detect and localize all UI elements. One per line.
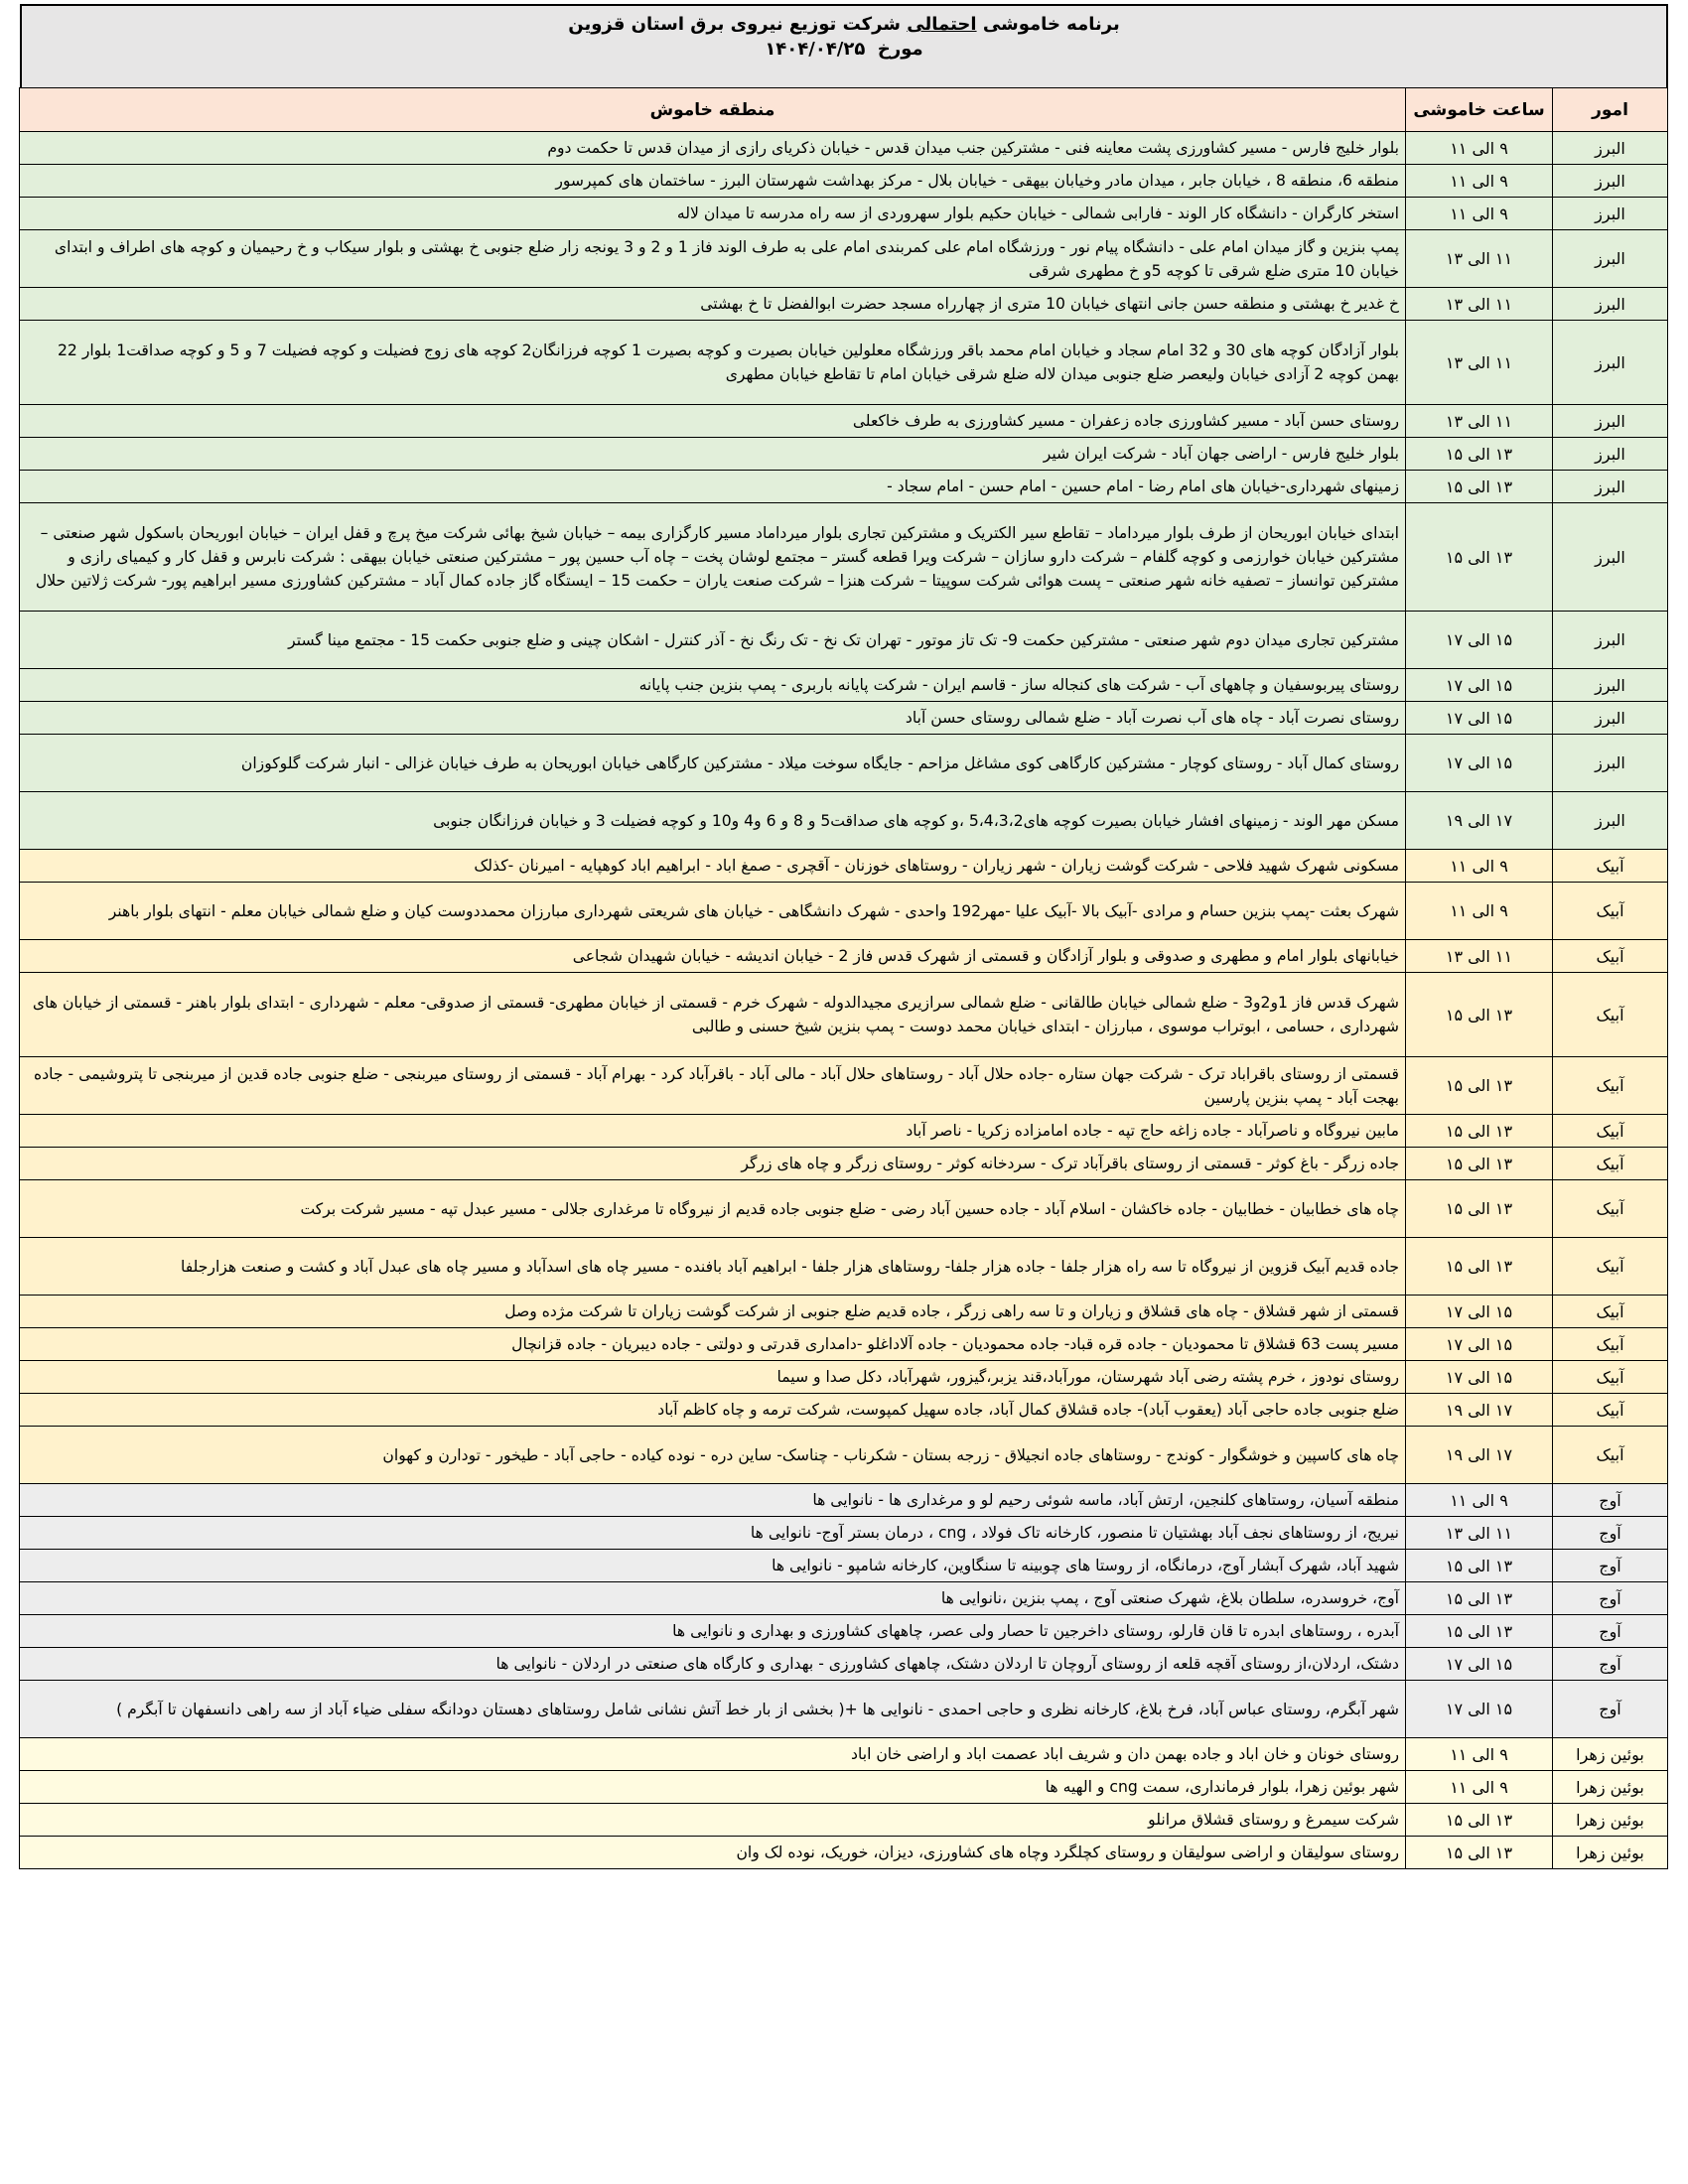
area-cell: مسکن مهر الوند - زمینهای افشار خیابان بصیرت کوچه های5،4،3،2 ،و کوچه های صداقت5 و 8 و 6 و4 و10 و کوچه فضیلت 3 و خیابان فرزانگان جنوبی: [20, 792, 1406, 850]
date-label: مورخ: [877, 39, 923, 60]
time-cell: ۱۳ الی ۱۵: [1406, 973, 1553, 1057]
area-cell: مسکونی شهرک شهید فلاحی - شرکت گوشت زیاران - شهر زیاران - روستاهای خوزنان - آقچری - صمغ اباد - ابراهیم اباد کوهپایه - امیرنان -کذلک: [20, 850, 1406, 883]
column-header-area: منطقه خاموش: [20, 88, 1406, 132]
time-cell: ۱۳ الی ۱۵: [1406, 503, 1553, 612]
table-row: [20, 438, 1668, 471]
title-emphasis: احتمالی: [907, 14, 977, 35]
area-cell: روستای نصرت آباد - چاه های آب نصرت آباد - ضلع شمالی روستای حسن آباد: [20, 702, 1406, 735]
table-row: [20, 321, 1668, 405]
area-cell: بلوار خلیج فارس - اراضی جهان آباد - شرکت ایران شیر: [20, 438, 1406, 471]
table-row: [20, 1238, 1668, 1296]
dept-cell: آوج: [1553, 1582, 1668, 1615]
dept-cell: آبیک: [1553, 1148, 1668, 1180]
time-cell: ۱۵ الی ۱۷: [1406, 1296, 1553, 1328]
table-row: [20, 503, 1668, 612]
area-cell: روستای پیربوسفیان و چاههای آب - شرکت های کنجاله ساز - قاسم ایران - شرکت پایانه باربری - پمپ بنزین جنب پایانه: [20, 669, 1406, 702]
table-row: [20, 1615, 1668, 1648]
dept-cell: آبیک: [1553, 1238, 1668, 1296]
dept-cell: البرز: [1553, 503, 1668, 612]
dept-cell: آوج: [1553, 1550, 1668, 1582]
time-cell: ۹ الی ۱۱: [1406, 165, 1553, 198]
time-cell: ۱۳ الی ۱۵: [1406, 1837, 1553, 1869]
time-cell: ۱۱ الی ۱۳: [1406, 321, 1553, 405]
column-header-time: ساعت خاموشی: [1406, 88, 1553, 132]
area-cell: مابین نیروگاه و ناصرآباد - جاده زاغه حاج تپه - جاده امامزاده زکریا - ناصر آباد: [20, 1115, 1406, 1148]
table-row: [20, 883, 1668, 940]
area-cell: ابتدای خیابان ابوریحان از طرف بلوار میرداماد – تقاطع سیر الکتریک و مشترکین تجاری بلوار میرداماد مسیر کارگزاری بیمه – خیابان شیخ بهائی شرکت میخ پرچ و قفل ایران – خیابان ابوریحان باسکول شهر صنعتی – مشترکین خیابان خوارزمی و کوچه گلفام – شرکت دارو سازان – شرکت ویرا قطعه گستر – مجتمع لوشان پخت – چاه آب حسین پور – مشترکین صنعتی خیابان بیهقی : شرکت نابرس و قفل کار و کیمیای رازی و مشترکین توانساز – تصفیه خانه شهر صنعتی – پست هوائی شرکت سوپیتا – شرکت هنزا – شرکت صنعت یاران – حکمت 15 – ایستگاه گاز جاده کمال آباد – مشترکین کشاورزی مسیر ابراهیم پور- شرکت ژلاتین حلال: [20, 503, 1406, 612]
dept-cell: بوئین زهرا: [1553, 1837, 1668, 1869]
time-cell: ۱۵ الی ۱۷: [1406, 669, 1553, 702]
dept-cell: البرز: [1553, 612, 1668, 669]
dept-cell: البرز: [1553, 230, 1668, 288]
time-cell: ۹ الی ۱۱: [1406, 132, 1553, 165]
table-row: [20, 405, 1668, 438]
time-cell: ۱۵ الی ۱۷: [1406, 1648, 1553, 1681]
area-cell: آوج، خروسدره، سلطان بلاغ، شهرک صنعتی آوج ، پمپ بنزین ،نانوایی ها: [20, 1582, 1406, 1615]
area-cell: زمینهای شهرداری-خیابان های امام رضا - امام حسین - امام حسن - امام سجاد -: [20, 471, 1406, 503]
outage-table: [19, 87, 1668, 1869]
table-row: [20, 1484, 1668, 1517]
area-cell: شهر بوئین زهرا، بلوار فرمانداری، سمت cng و الهیه ها: [20, 1771, 1406, 1804]
time-cell: ۱۳ الی ۱۵: [1406, 1238, 1553, 1296]
table-row: [20, 1427, 1668, 1484]
table-row: [20, 1361, 1668, 1394]
table-row: [20, 1517, 1668, 1550]
area-cell: منطقه 6، منطقه 8 ، خیابان جابر ، میدان مادر وخیابان بیهقی - خیابان بلال - مرکز بهداشت شهرستان البرز - ساختمان های کمپرسور: [20, 165, 1406, 198]
table-row: [20, 1771, 1668, 1804]
dept-cell: البرز: [1553, 132, 1668, 165]
area-cell: چاه های خطابیان - خطابیان - جاده خاکشان - اسلام آباد - جاده حسین آباد رضی - ضلع جنوبی جاده قدیم از نیروگاه تا مرغداری جلالی - مسیر عبدل تپه - مسیر شرکت برکت: [20, 1180, 1406, 1238]
time-cell: ۱۳ الی ۱۵: [1406, 1615, 1553, 1648]
area-cell: شهید آباد، شهرک آبشار آوج، درمانگاه، از روستا های چوبینه تا سنگاوین، کارخانه شامپو - نانوایی ها: [20, 1550, 1406, 1582]
table-row: [20, 230, 1668, 288]
table-row: [20, 1328, 1668, 1361]
dept-cell: آبیک: [1553, 883, 1668, 940]
area-cell: شهر آبگرم، روستای عباس آباد، فرخ بلاغ، کارخانه نظری و حاجی احمدی - نانوایی ها +( بخشی از بار خط آتش نشانی شامل روستاهای دهستان دودانگه سفلی ضیاء آباد از سه راهی دانسفهان تا آبگرم ): [20, 1681, 1406, 1738]
table-row: [20, 132, 1668, 165]
time-cell: ۱۳ الی ۱۵: [1406, 471, 1553, 503]
dept-cell: آوج: [1553, 1648, 1668, 1681]
time-cell: ۱۱ الی ۱۳: [1406, 288, 1553, 321]
time-cell: ۱۱ الی ۱۳: [1406, 405, 1553, 438]
dept-cell: البرز: [1553, 198, 1668, 230]
dept-cell: البرز: [1553, 669, 1668, 702]
table-row: [20, 1837, 1668, 1869]
table-row: [20, 792, 1668, 850]
area-cell: بلوار خلیج فارس - مسیر کشاورزی پشت معاینه فنی - مشترکین جنب میدان قدس - خیابان ذکریای رازی از میدان قدس تا حکمت دوم: [20, 132, 1406, 165]
date-value: ۱۴۰۴/۰۴/۲۵: [765, 39, 866, 60]
dept-cell: آبیک: [1553, 1296, 1668, 1328]
table-row: [20, 1550, 1668, 1582]
area-cell: پمپ بنزین و گاز میدان امام علی - دانشگاه پیام نور - ورزشگاه امام علی کمربندی امام علی به طرف الوند فاز 1 و 2 و 3 یونجه زار ضلع جنوبی خ بهشتی و بلوار سیکاب و خ رحیمیان و کوچه های اطراف و ابتدای خیابان 10 متری ضلع شرقی تا کوچه 5و خ مطهری شرقی: [20, 230, 1406, 288]
table-row: [20, 940, 1668, 973]
dept-cell: آبیک: [1553, 1115, 1668, 1148]
table-header-row: [20, 88, 1668, 132]
dept-cell: آبیک: [1553, 1427, 1668, 1484]
area-cell: بلوار آزادگان کوچه های 30 و 32 امام سجاد و خیابان امام محمد باقر ورزشگاه معلولین خیابان بصیرت و کوچه بصیرت 1 کوچه فرزانگان2 کوچه های زوج فضیلت و کوچه فضیلت 7 و 5 و کوچه صداقت1 بلوار 22 بهمن کوچه 2 آزادی خیابان ولیعصر ضلع جنوبی میدان لاله ضلع شرقی خیابان امام تا تقاطع خیابان مطهری: [20, 321, 1406, 405]
table-row: [20, 1582, 1668, 1615]
area-cell: قسمتی از شهر قشلاق - چاه های قشلاق و زیاران و تا سه راهی زرگر ، جاده قدیم ضلع جنوبی از شرکت گوشت زیاران تا شرکت مژده وصل: [20, 1296, 1406, 1328]
table-row: [20, 165, 1668, 198]
time-cell: ۱۳ الی ۱۵: [1406, 1115, 1553, 1148]
time-cell: ۱۵ الی ۱۷: [1406, 1328, 1553, 1361]
dept-cell: آوج: [1553, 1517, 1668, 1550]
table-row: [20, 1115, 1668, 1148]
table-row: [20, 1296, 1668, 1328]
time-cell: ۹ الی ۱۱: [1406, 850, 1553, 883]
area-cell: روستای خونان و خان اباد و جاده بهمن دان و شریف اباد عصمت اباد و اراضی خان اباد: [20, 1738, 1406, 1771]
time-cell: ۹ الی ۱۱: [1406, 883, 1553, 940]
time-cell: ۱۳ الی ۱۵: [1406, 1148, 1553, 1180]
schedule-title: برنامه خاموشی احتمالی شرکت توزیع نیروی برق استان قزوین: [568, 14, 1120, 35]
table-row: [20, 1804, 1668, 1837]
dept-cell: آبیک: [1553, 1394, 1668, 1427]
time-cell: ۹ الی ۱۱: [1406, 1738, 1553, 1771]
dept-cell: آوج: [1553, 1615, 1668, 1648]
table-row: [20, 850, 1668, 883]
time-cell: ۱۷ الی ۱۹: [1406, 1394, 1553, 1427]
table-row: [20, 669, 1668, 702]
time-cell: ۱۳ الی ۱۵: [1406, 1180, 1553, 1238]
table-row: [20, 1738, 1668, 1771]
area-cell: شرکت سیمرغ و روستای قشلاق مرانلو: [20, 1804, 1406, 1837]
area-cell: ضلع جنوبی جاده حاجی آباد (یعقوب آباد)- جاده قشلاق کمال آباد، جاده سهیل کمپوست، شرکت ترمه و چاه کاظم آباد: [20, 1394, 1406, 1427]
time-cell: ۹ الی ۱۱: [1406, 198, 1553, 230]
area-cell: روستای نودوز ، خرم پشته رضی آباد شهرستان، مورآباد،قند یزبر،گیزور، شهرآباد، دکل صدا و سیما: [20, 1361, 1406, 1394]
dept-cell: آبیک: [1553, 1057, 1668, 1115]
dept-cell: بوئین زهرا: [1553, 1771, 1668, 1804]
area-cell: قسمتی از روستای باقراباد ترک - شرکت جهان ستاره -جاده حلال آباد - روستاهای حلال آباد - مالی آباد - باقرآباد کرد - بهرام آباد - قسمتی از روستای میربنجی - ضلع جنوبی جاده قدین از میربنجی تا پتروشیمی - جاده بهجت آباد - پمپ بنزین پارسین: [20, 1057, 1406, 1115]
area-cell: روستای حسن آباد - مسیر کشاورزی جاده زعفران - مسیر کشاورزی به طرف خاکعلی: [20, 405, 1406, 438]
dept-cell: بوئین زهرا: [1553, 1804, 1668, 1837]
table-row: [20, 1681, 1668, 1738]
area-cell: استخر کارگران - دانشگاه کار الوند - فارابی شمالی - خیابان حکیم بلوار سهروردی از سه راه مدرسه تا میدان لاله: [20, 198, 1406, 230]
time-cell: ۹ الی ۱۱: [1406, 1484, 1553, 1517]
time-cell: ۱۱ الی ۱۳: [1406, 230, 1553, 288]
dept-cell: البرز: [1553, 405, 1668, 438]
column-header-dept: امور: [1553, 88, 1668, 132]
time-cell: ۱۱ الی ۱۳: [1406, 1517, 1553, 1550]
table-row: [20, 612, 1668, 669]
table-row: [20, 198, 1668, 230]
dept-cell: البرز: [1553, 702, 1668, 735]
dept-cell: البرز: [1553, 288, 1668, 321]
area-cell: منطقه آسیان، روستاهای کلنجین، ارتش آباد، ماسه شوئی رحیم لو و مرغداری ها - نانوایی ها: [20, 1484, 1406, 1517]
dept-cell: البرز: [1553, 438, 1668, 471]
dept-cell: البرز: [1553, 165, 1668, 198]
dept-cell: بوئین زهرا: [1553, 1738, 1668, 1771]
dept-cell: آوج: [1553, 1484, 1668, 1517]
area-cell: شهرک قدس فاز 1و2و3 - ضلع شمالی خیابان طالقانی - ضلع شمالی سرازیری مجیدالدوله - شهرک خرم - قسمتی از خیابان مطهری- قسمتی از صدوقی- معلم - شهرداری - ابتدای بلوار باهنر - قسمتی از خیابان های شهرداری ، حسامی ، ابوتراب موسوی ، مبارزان - ابتدای خیابان محمد دوست - پمپ بنزین شیخ حسنی و طالبی: [20, 973, 1406, 1057]
dept-cell: البرز: [1553, 321, 1668, 405]
area-cell: چاه های کاسپین و خوشگوار - کوندج - روستاهای جاده انجیلاق - زرجه بستان - شکرناب - چناسک- ساین دره - نوده کیاده - حاجی آباد - طیخور - تودارن و کهوان: [20, 1427, 1406, 1484]
time-cell: ۱۵ الی ۱۷: [1406, 1681, 1553, 1738]
time-cell: ۱۵ الی ۱۷: [1406, 612, 1553, 669]
dept-cell: آبیک: [1553, 973, 1668, 1057]
table-row: [20, 973, 1668, 1057]
dept-cell: آبیک: [1553, 850, 1668, 883]
time-cell: ۹ الی ۱۱: [1406, 1771, 1553, 1804]
schedule-date: [22, 38, 1666, 62]
table-row: [20, 1057, 1668, 1115]
dept-cell: البرز: [1553, 471, 1668, 503]
table-row: [20, 471, 1668, 503]
dept-cell: البرز: [1553, 735, 1668, 792]
outage-schedule-sheet: [20, 4, 1668, 1869]
dept-cell: آبیک: [1553, 1328, 1668, 1361]
time-cell: ۱۳ الی ۱۵: [1406, 1057, 1553, 1115]
time-cell: ۱۳ الی ۱۵: [1406, 1550, 1553, 1582]
time-cell: ۱۵ الی ۱۷: [1406, 702, 1553, 735]
table-row: [20, 735, 1668, 792]
time-cell: ۱۵ الی ۱۷: [1406, 735, 1553, 792]
area-cell: شهرک بعثت -پمپ بنزین حسام و مرادی -آبیک بالا -آبیک علیا -مهر192 واحدی - شهرک دانشگاهی - خیابان های شریعتی شهرداری مبارزان محمددوست کیان و ضلع شمالی خیابان معلم - انتهای بلوار باهنر: [20, 883, 1406, 940]
schedule-header: [20, 4, 1668, 87]
area-cell: جاده قدیم آبیک قزوین از نیروگاه تا سه راه هزار جلفا - جاده هزار جلفا- روستاهای هزار جلفا - ابراهیم آباد بافنده - مسیر چاه های اسدآباد و مسیر چاه های عبدل آباد و کشت و صنعت هزارجلفا: [20, 1238, 1406, 1296]
time-cell: ۱۵ الی ۱۷: [1406, 1361, 1553, 1394]
time-cell: ۱۳ الی ۱۵: [1406, 1804, 1553, 1837]
table-body: [20, 132, 1668, 1869]
table-row: [20, 702, 1668, 735]
time-cell: ۱۷ الی ۱۹: [1406, 792, 1553, 850]
area-cell: مشترکین تجاری میدان دوم شهر صنعتی - مشترکین حکمت 9- تک تاز موتور - تهران تک نخ - تک رنگ نخ - آذر کنترل - اشکان چینی و ضلع جنوبی حکمت 15 - مجتمع مینا گستر: [20, 612, 1406, 669]
time-cell: ۱۳ الی ۱۵: [1406, 1582, 1553, 1615]
dept-cell: آبیک: [1553, 1361, 1668, 1394]
dept-cell: آبیک: [1553, 1180, 1668, 1238]
area-cell: نیریج، از روستاهای نجف آباد بهشتیان تا منصور، کارخانه تاک فولاد ، cng ، درمان بستر آوج- نانوایی ها: [20, 1517, 1406, 1550]
area-cell: روستای کمال آباد - روستای کوچار - مشترکین کارگاهی کوی مشاغل مزاحم - جایگاه سوخت میلاد - مشترکین کارگاهی خیابان ابوریحان به طرف خیابان غزالی - انبار شرکت گلوکوزان: [20, 735, 1406, 792]
area-cell: خ غدیر خ بهشتی و منطقه حسن جانی انتهای خیابان 10 متری از چهارراه مسجد حضرت ابوالفضل تا خ بهشتی: [20, 288, 1406, 321]
area-cell: دشتک، اردلان،از روستای آقچه قلعه از روستای آروچان تا اردلان دشتک، چاههای کشاورزی - بهداری و کارگاه های صنعتی در اردلان - نانوایی ها: [20, 1648, 1406, 1681]
area-cell: خیابانهای بلوار امام و مطهری و صدوقی و بلوار آزادگان و قسمتی از شهرک قدس فاز 2 - خیابان اندیشه - خیابان شهیدان شجاعی: [20, 940, 1406, 973]
dept-cell: آوج: [1553, 1681, 1668, 1738]
dept-cell: آبیک: [1553, 940, 1668, 973]
area-cell: مسیر پست 63 قشلاق تا محمودیان - جاده قره قباد- جاده محمودیان - جاده آلاداغلو -دامداری قدرتی و دولتی - جاده دیبریان - جاده قزانچال: [20, 1328, 1406, 1361]
table-row: [20, 1394, 1668, 1427]
area-cell: جاده زرگر - باغ کوثر - قسمتی از روستای باقرآباد ترک - سردخانه کوثر - روستای زرگر و چاه های زرگر: [20, 1148, 1406, 1180]
table-row: [20, 1180, 1668, 1238]
area-cell: آبدره ، روستاهای ابدره تا قان قارلو، روستای داخرجین تا حصار ولی عصر، چاههای کشاورزی و بهداری و نانوایی ها: [20, 1615, 1406, 1648]
dept-cell: البرز: [1553, 792, 1668, 850]
table-row: [20, 1648, 1668, 1681]
time-cell: ۱۳ الی ۱۵: [1406, 438, 1553, 471]
time-cell: ۱۱ الی ۱۳: [1406, 940, 1553, 973]
time-cell: ۱۷ الی ۱۹: [1406, 1427, 1553, 1484]
table-row: [20, 288, 1668, 321]
area-cell: روستای سولیقان و اراضی سولیقان و روستای کچلگرد وچاه های کشاورزی، دیزان، خوریک، نوده لک وان: [20, 1837, 1406, 1869]
table-row: [20, 1148, 1668, 1180]
